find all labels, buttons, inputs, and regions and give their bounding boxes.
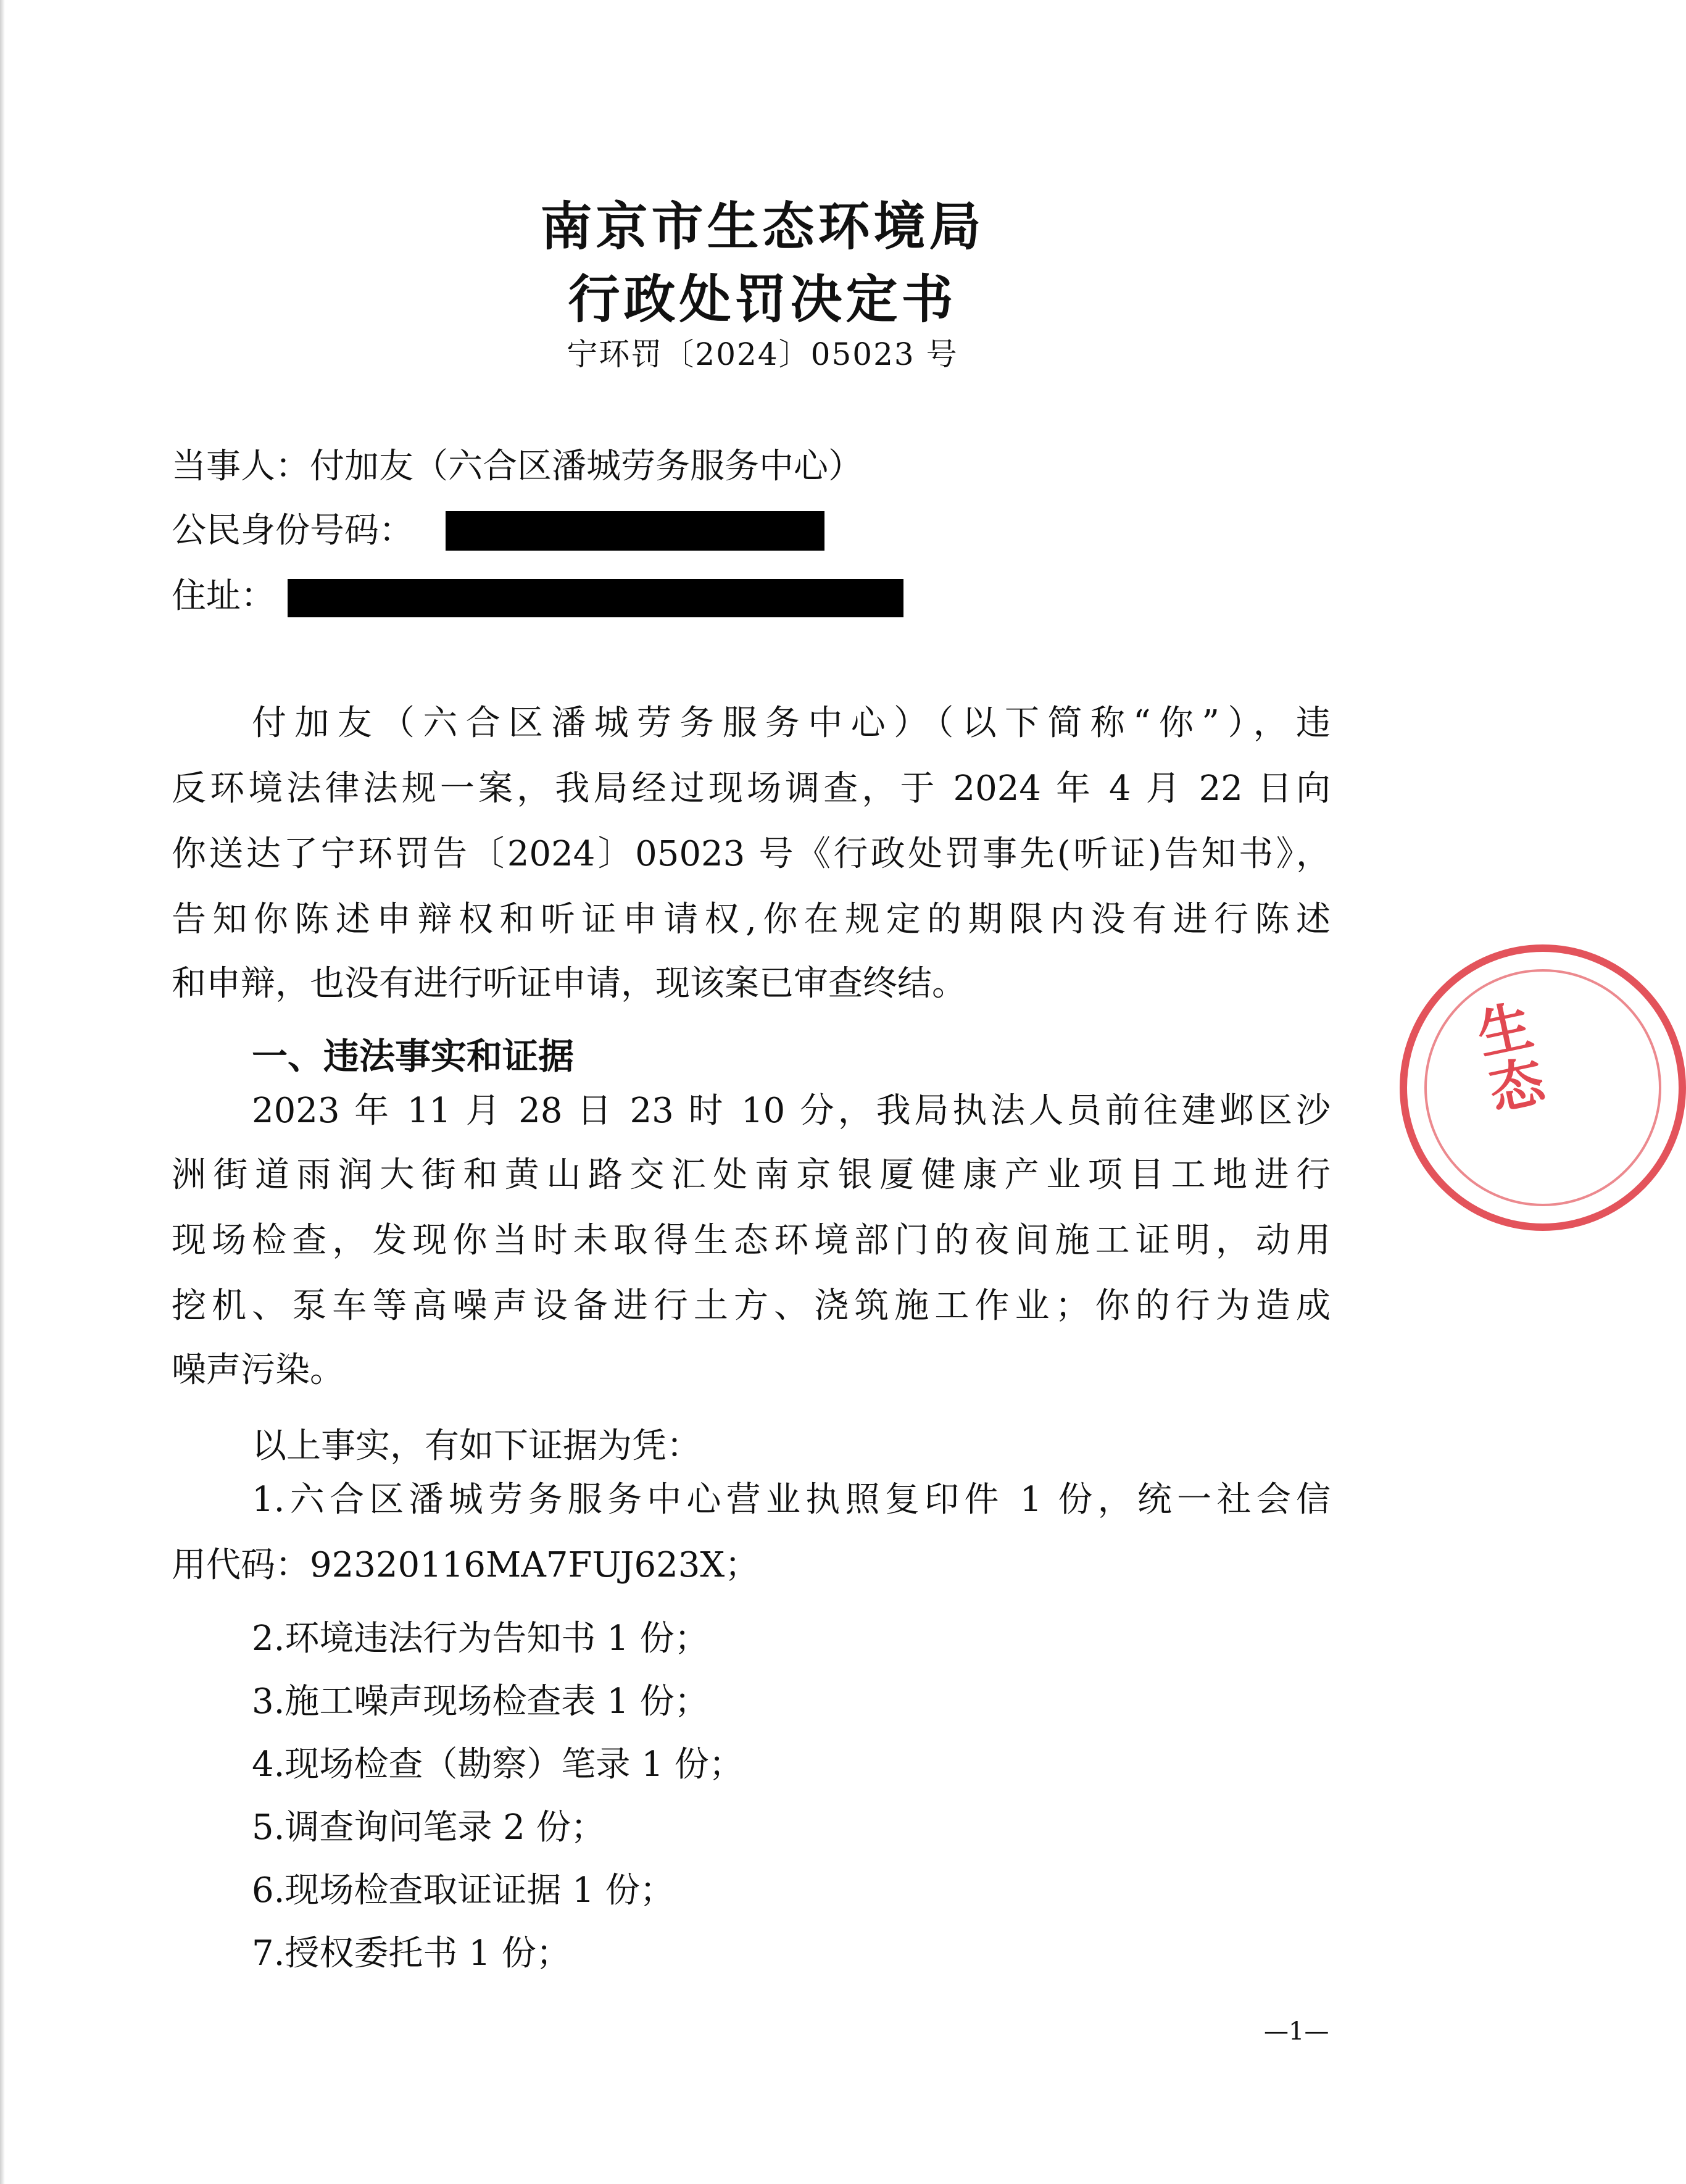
evidence-item-1-cont: 用代码：92320116MA7FUJ623X； (172, 1545, 760, 1585)
evidence-item: 2.环境违法行为告知书 1 份； (252, 1619, 709, 1659)
document-number: 宁环罚〔2024〕05023 号 (567, 336, 958, 372)
facts-line: 洲街道雨润大街和黄山路交汇处南京银厦健康产业项目工地进行 (172, 1155, 1331, 1195)
redacted-address (288, 579, 903, 617)
title-line-1: 南京市生态环境局 (540, 196, 985, 257)
facts-line: 2023 年 11 月 28 日 23 时 10 分，我局执法人员前往建邺区沙 (252, 1091, 1331, 1131)
evidence-item: 4.现场检查（勘察）笔录 1 份； (252, 1744, 744, 1785)
party-name-row (172, 446, 863, 486)
page-number: —1— (1264, 2017, 1329, 2046)
evidence-item-1: 1.六合区潘城劳务服务中心营业执照复印件 1 份，统一社会信 (252, 1480, 1331, 1520)
evidence-item: 5.调查询问笔录 2 份； (252, 1807, 605, 1848)
evidence-item: 3.施工噪声现场检查表 1 份； (252, 1682, 709, 1722)
party-id-label: 公民身份号码： (172, 511, 413, 551)
evidence-item: 6.现场检查取证证据 1 份； (252, 1870, 675, 1911)
evidence-intro: 以上事实，有如下证据为凭： (252, 1426, 701, 1466)
party-name-label: 当事人： (172, 446, 310, 486)
evidence-item: 7.授权委托书 1 份； (252, 1933, 571, 1974)
title-line-2: 行政处罚决定书 (568, 269, 957, 330)
section-heading-facts: 一、违法事实和证据 (252, 1035, 575, 1077)
intro-line: 你送达了宁环罚告〔2024〕05023 号《行政处罚事先(听证)告知书》， (172, 834, 1331, 874)
official-seal-text: 生态 (1471, 993, 1550, 1123)
facts-line: 挖机、泵车等高噪声设备进行土方、浇筑施工作业；你的行为造成 (172, 1286, 1331, 1326)
redacted-id-number (446, 511, 824, 551)
intro-line: 付加友（六合区潘城劳务服务中心）（以下简称“你”），违 (252, 703, 1331, 743)
party-name-value: 付加友（六合区潘城劳务服务中心） (310, 446, 863, 486)
facts-line: 噪声污染。 (172, 1350, 344, 1390)
facts-line: 现场检查，发现你当时未取得生态环境部门的夜间施工证明，动用 (172, 1220, 1331, 1261)
intro-line: 告知你陈述申辩权和听证申请权,你在规定的期限内没有进行陈述 (172, 899, 1331, 940)
intro-line: 和申辩，也没有进行听证申请，现该案已审查终结。 (172, 964, 966, 1004)
intro-line: 反环境法律法规一案，我局经过现场调查，于 2024 年 4 月 22 日向 (172, 769, 1331, 809)
party-address-label: 住址： (172, 576, 275, 616)
